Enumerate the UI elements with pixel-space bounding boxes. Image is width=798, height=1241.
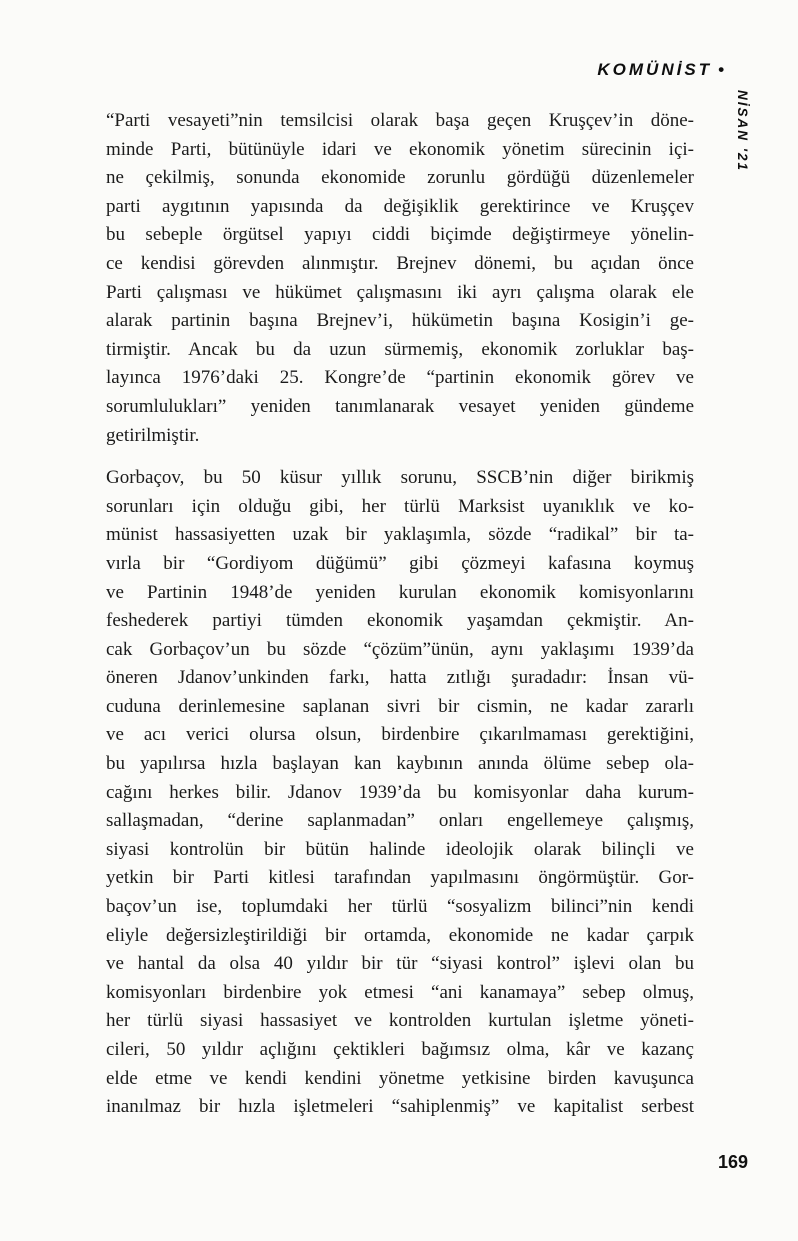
text-line: tirmiştir. Ancak bu da uzun sürmemiş, ekonomik zorluklar baş- bbox=[106, 338, 694, 360]
text-line: öneren Jdanov’unkinden farkı, hatta zıtlığı şuradadır: İnsan vü- bbox=[106, 667, 694, 689]
text-line: siyasi kontrolün bir bütün halinde ideolojik olarak bilinçli ve bbox=[106, 838, 694, 860]
running-header bbox=[597, 60, 724, 80]
magazine-title: KOMÜNİST bbox=[597, 60, 713, 79]
issue-date-vertical: NİSAN '21 bbox=[735, 90, 750, 172]
text-line: ve hantal da olsa 40 yıldır bir tür “siyasi kontrol” işlevi olan bu bbox=[106, 953, 694, 975]
text-line: ve acı verici olursa olsun, birdenbire çıkarılmaması gerektiğini, bbox=[106, 724, 694, 746]
text-line: her türlü siyasi hassasiyet ve kontrolden kurtulan işletme yöneti- bbox=[106, 1010, 694, 1032]
text-line: alarak partinin başına Brejnev’i, hükümetin başına Kosigin’i ge- bbox=[106, 310, 694, 332]
text-line: parti aygıtının yapısında da değişiklik gerektirince ve Kruşçev bbox=[106, 195, 694, 217]
text-line: cileri, 50 yıldır açlığını çektikleri bağımsız olma, kâr ve kazanç bbox=[106, 1039, 694, 1060]
text-line: Gorbaçov, bu 50 küsur yıllık sorunu, SSCB’nin diğer birikmiş bbox=[106, 467, 694, 489]
text-line: “Parti vesayeti”nin temsilcisi olarak başa geçen Kruşçev’in döne- bbox=[106, 110, 694, 131]
text-line: eliyle değersizleştirildiği bir ortamda, ekonomide ne kadar çarpık bbox=[106, 924, 694, 946]
text-line: cuduna derinlemesine saplanan sivri bir cismin, ne kadar zararlı bbox=[106, 695, 694, 717]
text-line: ve Partinin 1948’de yeniden kurulan ekonomik komisyonlarını bbox=[106, 581, 694, 603]
text-line: cak Gorbaçov’un bu sözde “çözüm”ünün, aynı yaklaşımı 1939’da bbox=[106, 638, 694, 660]
text-line: baçov’un ise, toplumdaki her türlü “sosyalizm bilinci”nin kendi bbox=[106, 896, 694, 918]
text-line: minde Parti, bütünüyle idari ve ekonomik yönetim sürecinin içi- bbox=[106, 138, 694, 160]
page-number: 169 bbox=[717, 1152, 748, 1172]
header-bullet-icon: • bbox=[718, 60, 724, 79]
paragraph bbox=[106, 464, 694, 1122]
text-line: vırla bir “Gordiyom düğümü” gibi çözmeyi kafasına koymuş bbox=[106, 552, 694, 574]
text-line: ne çekilmiş, sonunda ekonomide zorunlu gördüğü düzenlemeler bbox=[106, 167, 694, 189]
text-line: getirilmiştir. bbox=[106, 424, 200, 446]
text-line: münist hassasiyetten uzak bir yaklaşımla, sözde “radikal” bir ta- bbox=[106, 524, 694, 546]
text-line: bu sebeple örgütsel yapıyı ciddi biçimde değiştirmeye yönelin- bbox=[106, 224, 694, 246]
text-line: ce kendisi görevden alınmıştır. Brejnev dönemi, bu açıdan önce bbox=[106, 252, 694, 274]
text-line: yetkin bir Parti kitlesi tarafından yapılmasını öngörmüştür. Gor- bbox=[106, 867, 694, 889]
text-line: layınca 1976’daki 25. Kongre’de “partinin ekonomik görev ve bbox=[106, 367, 694, 389]
text-line: inanılmaz bir hızla işletmeleri “sahiplenmiş” ve kapitalist serbest bbox=[106, 1096, 694, 1118]
text-line: komisyonları birdenbire yok etmesi “ani kanamaya” sebep olmuş, bbox=[106, 981, 694, 1003]
body-text bbox=[106, 107, 694, 1136]
text-line: sorunları için olduğu gibi, her türlü Marksist uyanıklık ve ko- bbox=[106, 495, 694, 517]
text-line: sorumlulukları” yeniden tanımlanarak vesayet yeniden gündeme bbox=[106, 395, 694, 417]
text-line: bu yapılırsa hızla başlayan kan kaybının anında ölüme sebep ola- bbox=[106, 753, 694, 775]
text-line: feshederek partiyi tümden ekonomik yaşamdan çekmiştir. An- bbox=[106, 610, 694, 632]
text-line: elde etme ve kendi kendini yönetme yetkisine birden kavuşunca bbox=[106, 1067, 694, 1089]
paragraph bbox=[106, 107, 694, 450]
text-line: Parti çalışması ve hükümet çalışmasını iki ayrı çalışma olarak ele bbox=[106, 281, 694, 303]
text-line: sallaşmadan, “derine saplanmadan” onları engellemeye çalışmış, bbox=[106, 810, 694, 832]
text-line: cağını herkes bilir. Jdanov 1939’da bu komisyonlar daha kurum- bbox=[106, 781, 694, 803]
